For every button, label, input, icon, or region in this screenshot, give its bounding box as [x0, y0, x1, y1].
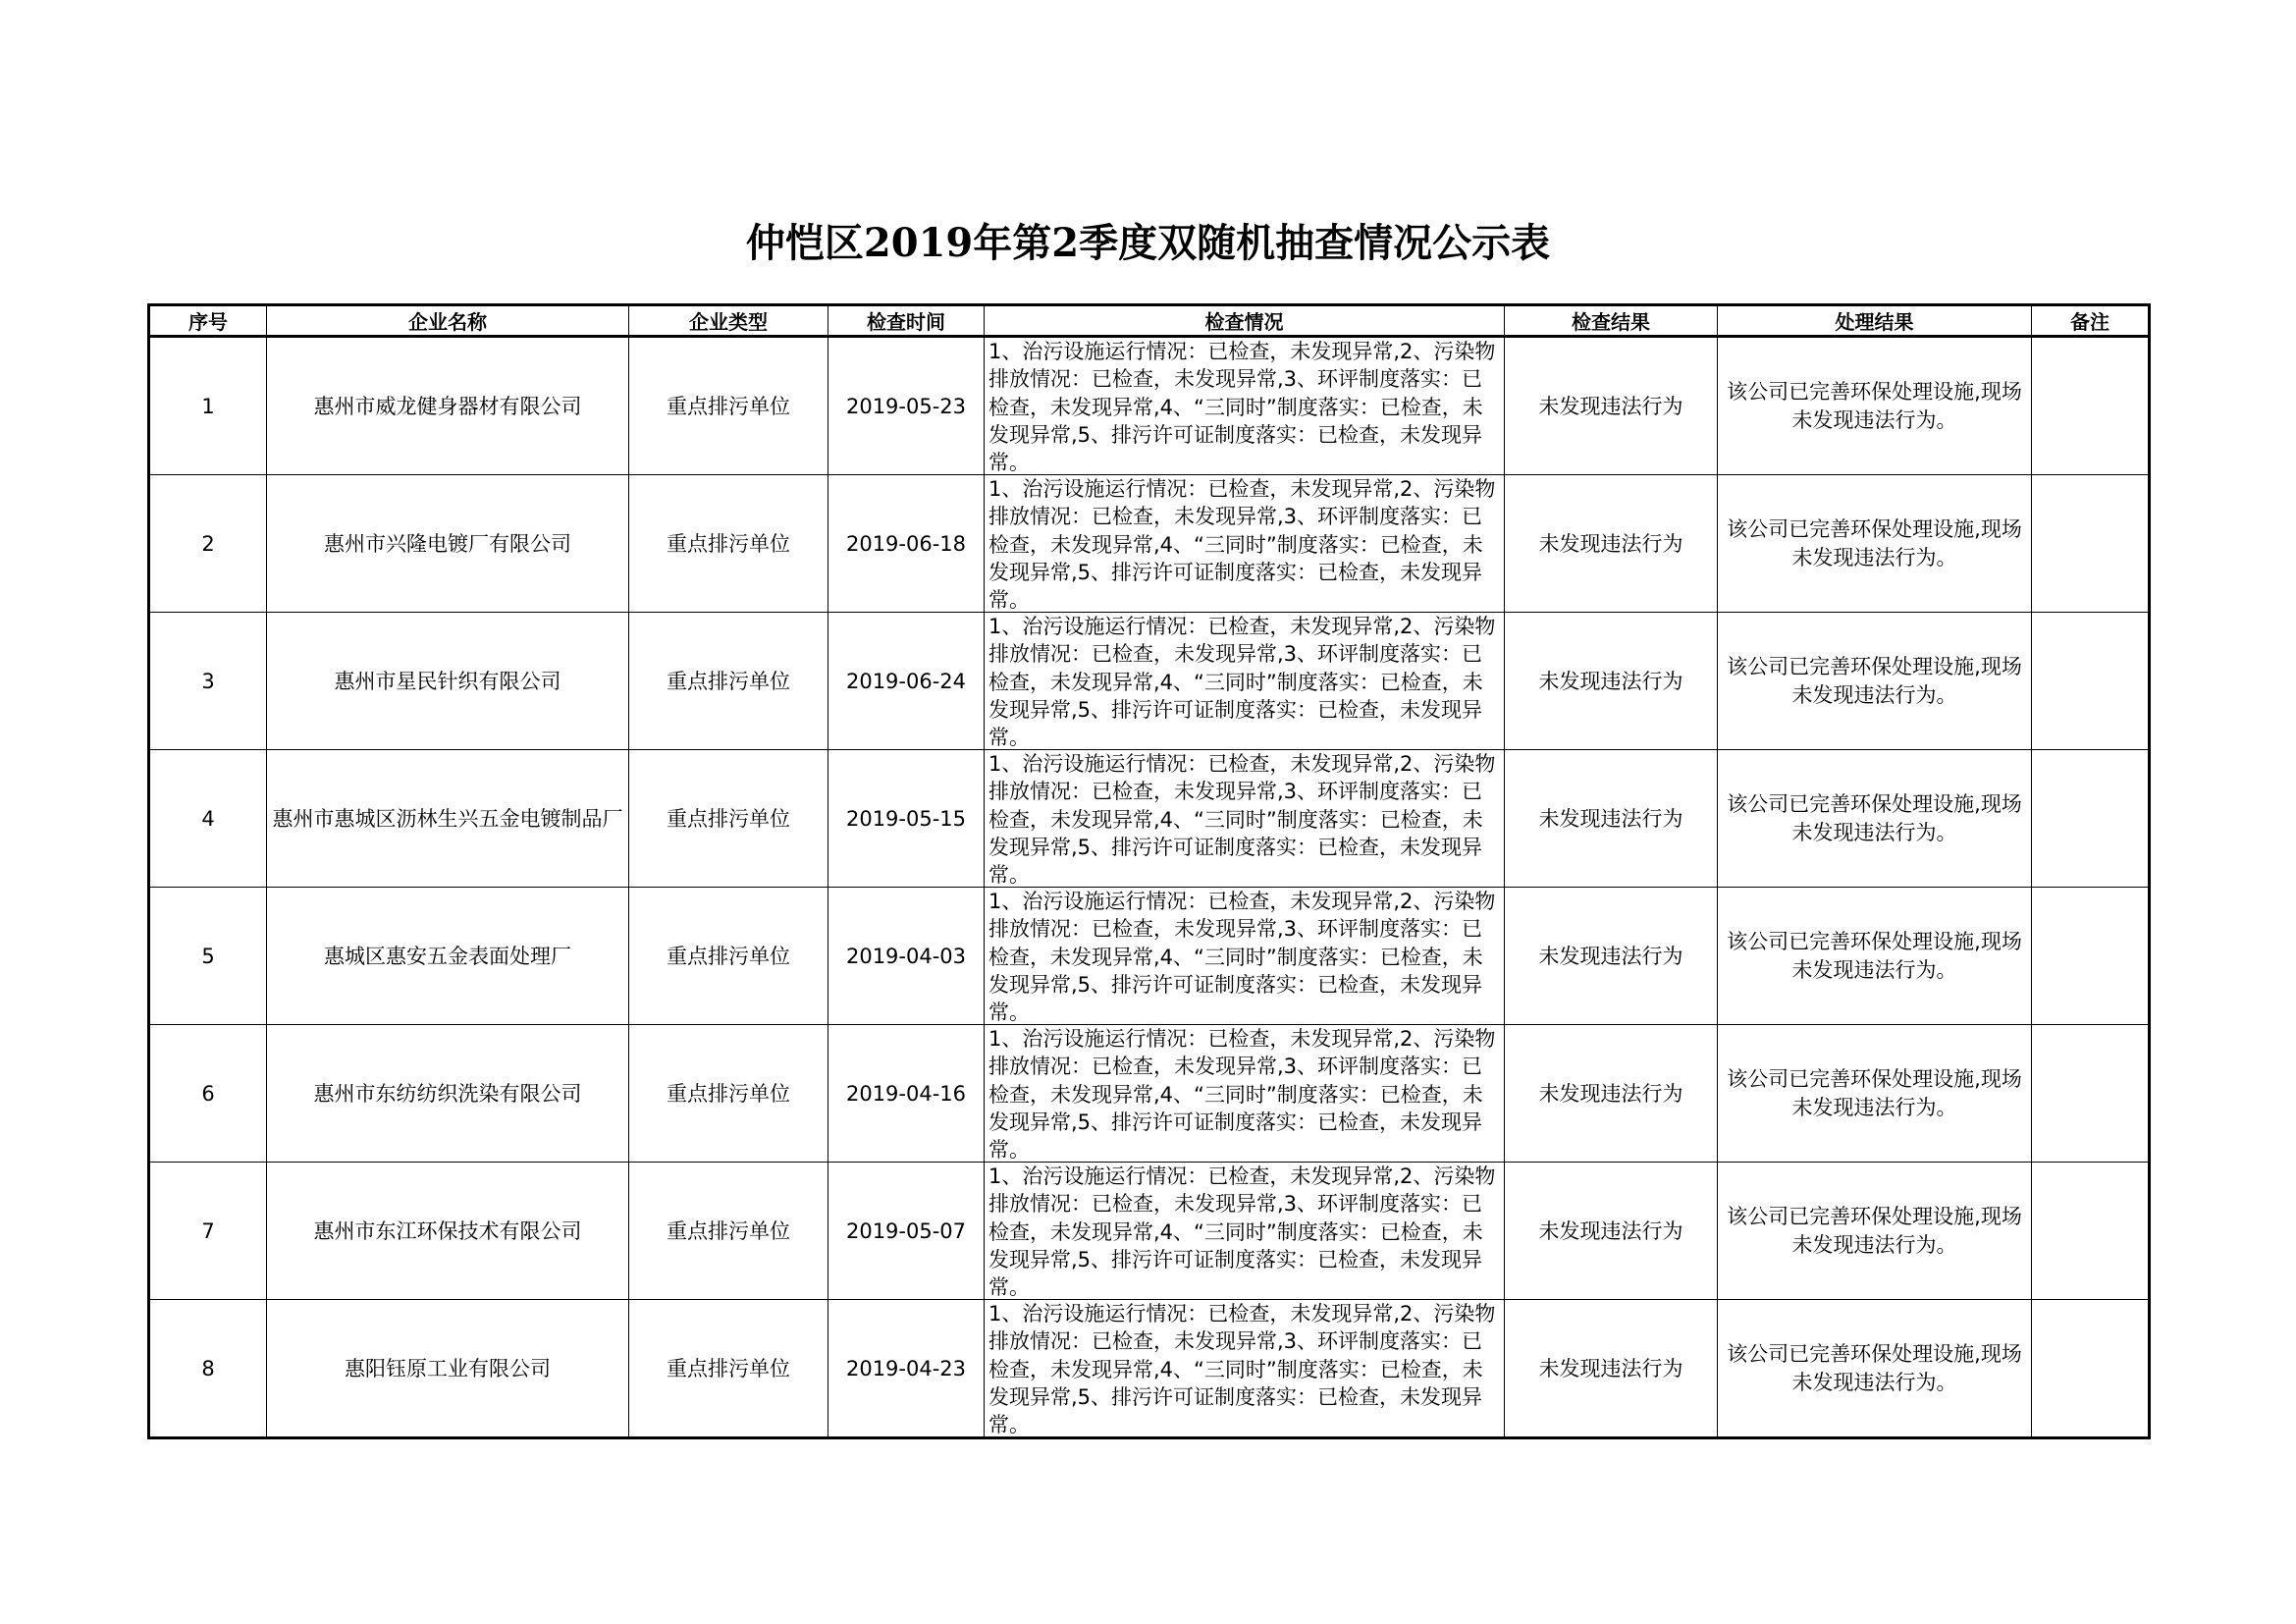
- cell-company-name: 惠州市兴隆电镀厂有限公司: [267, 475, 629, 613]
- header-company-name: 企业名称: [267, 305, 629, 337]
- cell-company-type: 重点排污单位: [629, 1163, 828, 1300]
- details-text: 1、治污设施运行情况：已检查，未发现异常,2、污染物排放情况：已检查，未发现异常,3、环评制度落实：已检查，未发现异常,4、“三同时”制度落实：已检查，未发现异常,5、排污许可证制度落实：已检查，未发现异常。: [988, 340, 1496, 474]
- details-text: 1、治污设施运行情况：已检查，未发现异常,2、污染物排放情况：已检查，未发现异常,3、环评制度落实：已检查，未发现异常,4、“三同时”制度落实：已检查，未发现异常,5、排污许可证制度落实：已检查，未发现异常。: [988, 1302, 1496, 1436]
- details-text: 1、治污设施运行情况：已检查，未发现异常,2、污染物排放情况：已检查，未发现异常,3、环评制度落实：已检查，未发现异常,4、“三同时”制度落实：已检查，未发现异常,5、排污许可证制度落实：已检查，未发现异常。: [988, 477, 1496, 612]
- cell-handling-result: 该公司已完善环保处理设施,现场未发现违法行为。: [1718, 1025, 2032, 1163]
- cell-company-name: 惠州市东江环保技术有限公司: [267, 1163, 629, 1300]
- cell-inspection-details: [985, 1025, 1505, 1163]
- cell-inspection-result: 未发现违法行为: [1505, 337, 1718, 475]
- header-inspection-details: 检查情况: [985, 305, 1505, 337]
- details-text: 1、治污设施运行情况：已检查，未发现异常,2、污染物排放情况：已检查，未发现异常,3、环评制度落实：已检查，未发现异常,4、“三同时”制度落实：已检查，未发现异常,5、排污许可证制度落实：已检查，未发现异常。: [988, 615, 1496, 749]
- cell-inspection-result: 未发现违法行为: [1505, 475, 1718, 613]
- cell-company-name: 惠州市星民针织有限公司: [267, 613, 629, 750]
- table-row: [149, 1163, 2150, 1300]
- table-row: [149, 337, 2150, 475]
- cell-inspection-details: [985, 475, 1505, 613]
- page-title: 仲恺区2019年第2季度双随机抽查情况公示表: [745, 220, 1551, 266]
- cell-company-name: 惠城区惠安五金表面处理厂: [267, 888, 629, 1025]
- cell-handling-result: 该公司已完善环保处理设施,现场未发现违法行为。: [1718, 1300, 2032, 1438]
- cell-inspection-result: 未发现违法行为: [1505, 1163, 1718, 1300]
- cell-no: 2: [149, 475, 267, 613]
- cell-company-type: 重点排污单位: [629, 337, 828, 475]
- header-handling-result: 处理结果: [1718, 305, 2032, 337]
- table-row: [149, 475, 2150, 613]
- cell-inspection-date: 2019-05-15: [828, 750, 985, 888]
- header-no: 序号: [149, 305, 267, 337]
- cell-no: 6: [149, 1025, 267, 1163]
- cell-company-name: 惠州市威龙健身器材有限公司: [267, 337, 629, 475]
- details-text: 1、治污设施运行情况：已检查，未发现异常,2、污染物排放情况：已检查，未发现异常,3、环评制度落实：已检查，未发现异常,4、“三同时”制度落实：已检查，未发现异常,5、排污许可证制度落实：已检查，未发现异常。: [988, 752, 1496, 887]
- cell-no: 8: [149, 1300, 267, 1438]
- cell-inspection-date: 2019-04-03: [828, 888, 985, 1025]
- cell-no: 5: [149, 888, 267, 1025]
- cell-no: 4: [149, 750, 267, 888]
- cell-inspection-date: 2019-06-18: [828, 475, 985, 613]
- cell-inspection-result: 未发现违法行为: [1505, 1300, 1718, 1438]
- table-row: [149, 750, 2150, 888]
- cell-inspection-details: [985, 750, 1505, 888]
- details-text: 1、治污设施运行情况：已检查，未发现异常,2、污染物排放情况：已检查，未发现异常,3、环评制度落实：已检查，未发现异常,4、“三同时”制度落实：已检查，未发现异常,5、排污许可证制度落实：已检查，未发现异常。: [988, 890, 1496, 1024]
- cell-no: 1: [149, 337, 267, 475]
- header-note: 备注: [2032, 305, 2150, 337]
- cell-company-name: 惠阳钰原工业有限公司: [267, 1300, 629, 1438]
- details-text: 1、治污设施运行情况：已检查，未发现异常,2、污染物排放情况：已检查，未发现异常,3、环评制度落实：已检查，未发现异常,4、“三同时”制度落实：已检查，未发现异常,5、排污许可证制度落实：已检查，未发现异常。: [988, 1027, 1496, 1162]
- table-row: [149, 888, 2150, 1025]
- cell-company-type: 重点排污单位: [629, 1025, 828, 1163]
- cell-company-name: 惠州市东纺纺织洗染有限公司: [267, 1025, 629, 1163]
- cell-handling-result: 该公司已完善环保处理设施,现场未发现违法行为。: [1718, 1163, 2032, 1300]
- cell-company-type: 重点排污单位: [629, 1300, 828, 1438]
- cell-handling-result: 该公司已完善环保处理设施,现场未发现违法行为。: [1718, 750, 2032, 888]
- cell-inspection-date: 2019-05-23: [828, 337, 985, 475]
- cell-note: [2032, 1025, 2150, 1163]
- cell-inspection-result: 未发现违法行为: [1505, 1025, 1718, 1163]
- cell-inspection-details: [985, 888, 1505, 1025]
- cell-no: 3: [149, 613, 267, 750]
- table-header-row: [149, 305, 2150, 337]
- cell-inspection-details: [985, 1163, 1505, 1300]
- cell-note: [2032, 750, 2150, 888]
- cell-inspection-result: 未发现违法行为: [1505, 750, 1718, 888]
- cell-inspection-date: 2019-04-16: [828, 1025, 985, 1163]
- cell-inspection-details: [985, 613, 1505, 750]
- cell-inspection-result: 未发现违法行为: [1505, 613, 1718, 750]
- table-row: [149, 613, 2150, 750]
- cell-handling-result: 该公司已完善环保处理设施,现场未发现违法行为。: [1718, 888, 2032, 1025]
- table-row: [149, 1300, 2150, 1438]
- cell-handling-result: 该公司已完善环保处理设施,现场未发现违法行为。: [1718, 475, 2032, 613]
- cell-company-type: 重点排污单位: [629, 475, 828, 613]
- cell-company-type: 重点排污单位: [629, 750, 828, 888]
- table-row: [149, 1025, 2150, 1163]
- cell-inspection-date: 2019-05-07: [828, 1163, 985, 1300]
- header-company-type: 企业类型: [629, 305, 828, 337]
- cell-note: [2032, 1300, 2150, 1438]
- cell-note: [2032, 337, 2150, 475]
- cell-note: [2032, 888, 2150, 1025]
- cell-handling-result: 该公司已完善环保处理设施,现场未发现违法行为。: [1718, 613, 2032, 750]
- cell-handling-result: 该公司已完善环保处理设施,现场未发现违法行为。: [1718, 337, 2032, 475]
- cell-note: [2032, 613, 2150, 750]
- inspection-table: [147, 303, 2151, 1439]
- cell-inspection-details: [985, 1300, 1505, 1438]
- cell-inspection-date: 2019-04-23: [828, 1300, 985, 1438]
- cell-note: [2032, 1163, 2150, 1300]
- cell-inspection-details: [985, 337, 1505, 475]
- cell-company-type: 重点排污单位: [629, 888, 828, 1025]
- details-text: 1、治污设施运行情况：已检查，未发现异常,2、污染物排放情况：已检查，未发现异常,3、环评制度落实：已检查，未发现异常,4、“三同时”制度落实：已检查，未发现异常,5、排污许可证制度落实：已检查，未发现异常。: [988, 1164, 1496, 1299]
- cell-inspection-date: 2019-06-24: [828, 613, 985, 750]
- cell-inspection-result: 未发现违法行为: [1505, 888, 1718, 1025]
- cell-company-name: 惠州市惠城区沥林生兴五金电镀制品厂: [267, 750, 629, 888]
- header-inspection-result: 检查结果: [1505, 305, 1718, 337]
- cell-no: 7: [149, 1163, 267, 1300]
- header-inspection-date: 检查时间: [828, 305, 985, 337]
- cell-company-type: 重点排污单位: [629, 613, 828, 750]
- cell-note: [2032, 475, 2150, 613]
